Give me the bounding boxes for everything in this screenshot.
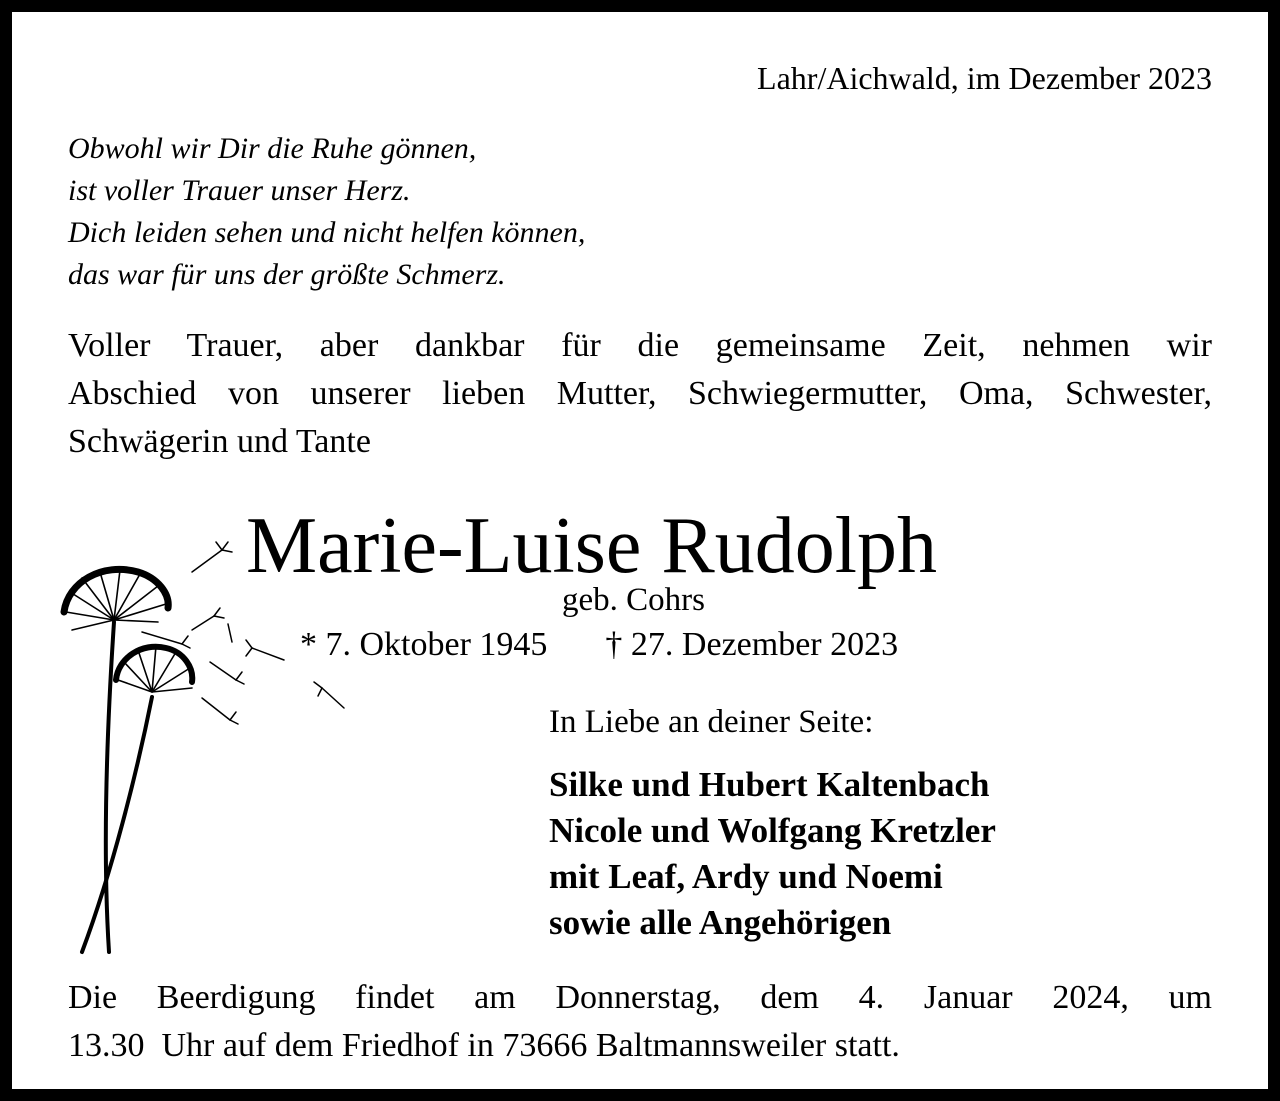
intro-line: Abschied von unserer lieben Mutter, Schwiegermutter, Oma, Schwester, [68,375,1212,412]
poem-line: ist voller Trauer unser Herz. [68,174,411,207]
mourners-heading: In Liebe an deiner Seite: [549,704,874,740]
mourner-name: sowie alle Angehörigen [549,903,892,942]
place-date: Lahr/Aichwald, im Dezember 2023 [757,60,1212,96]
funeral-info [68,974,1212,1070]
deceased-name: Marie-Luise Rudolph [246,502,937,590]
maiden-name: geb. Cohrs [562,582,705,618]
intro-line: Voller Trauer, aber dankbar für die gemeinsame Zeit, nehmen wir [68,327,1212,364]
mourner-name: Nicole und Wolfgang Kretzler [549,811,996,850]
mourner-name: mit Leaf, Ardy und Noemi [549,857,943,896]
intro-text [68,322,1212,466]
funeral-line: 13.30 Uhr auf dem Friedhof in 73666 Baltmannsweiler statt. [68,1027,900,1064]
mourners-list [549,762,996,946]
life-dates [300,626,898,664]
poem [68,128,585,296]
poem-line: Dich leiden sehen und nicht helfen können, [68,216,586,249]
death-date: † 27. Dezember 2023 [605,626,899,663]
mourner-name: Silke und Hubert Kaltenbach [549,765,990,804]
birth-date: * 7. Oktober 1945 [300,626,548,663]
poem-line: Obwohl wir Dir die Ruhe gönnen, [68,132,477,165]
poem-line: das war für uns der größte Schmerz. [68,258,506,291]
funeral-line: Die Beerdigung findet am Donnerstag, dem 4. Januar 2024, um [68,979,1212,1016]
intro-line: Schwägerin und Tante [68,423,371,460]
